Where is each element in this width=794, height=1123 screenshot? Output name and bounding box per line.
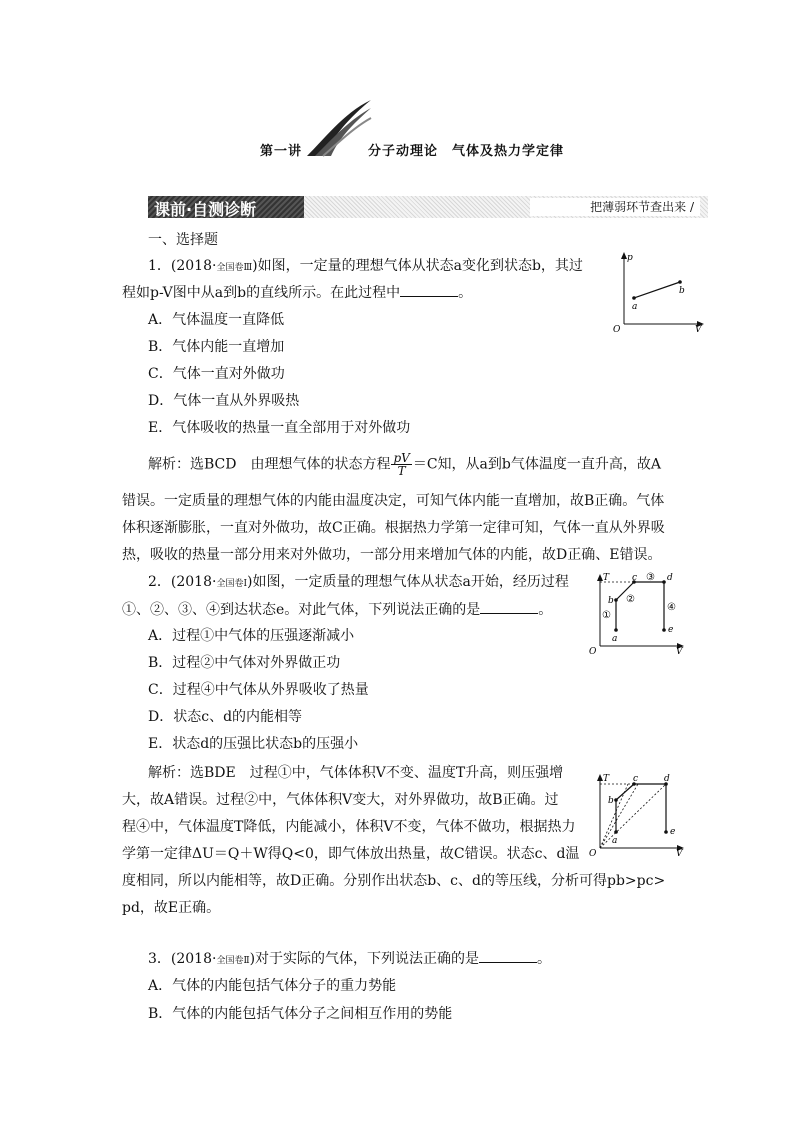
svg-text:b: b <box>608 596 614 606</box>
q2-answer-line3: 程④中，气体温度T降低，内能减小，体积V不变，气体不做功，根据热力 <box>122 819 576 835</box>
section-banner <box>148 196 708 218</box>
svg-text:c: c <box>632 573 638 583</box>
q1-option-c: C．气体一直对外做功 <box>148 366 285 382</box>
svg-text:V: V <box>695 325 702 334</box>
svg-text:a: a <box>612 634 618 644</box>
svg-text:a: a <box>632 302 638 312</box>
svg-text:V: V <box>676 647 683 656</box>
q2-answer-line5: 度相同，所以内能相等，故D正确。分别作出状态b、c、d的等压线，分析可得pb>pc> <box>122 873 666 889</box>
section-heading: 一、选择题 <box>148 232 218 248</box>
svg-text:②: ② <box>626 594 635 605</box>
q2-answer-line6: pd，故E正确。 <box>122 900 221 916</box>
q2-stem-line2: ①、②、③、④到达状态e。对此气体，下列说法正确的是 。 <box>122 599 552 620</box>
svg-text:b: b <box>679 286 685 296</box>
q1-pv-graph <box>610 250 706 334</box>
q2-option-e: E．状态d的压强比状态b的压强小 <box>148 736 359 752</box>
q2-answer-graph <box>588 770 688 858</box>
q2-option-c: C．过程④中气体从外界吸收了热量 <box>148 682 369 698</box>
svg-text:T: T <box>603 774 610 784</box>
svg-text:T: T <box>603 573 610 583</box>
q2-option-a: A．过程①中气体的压强逐渐减小 <box>148 628 355 644</box>
q1-option-e: E．气体吸收的热量一直全部用于对外做功 <box>148 420 411 436</box>
svg-text:O: O <box>589 647 597 656</box>
svg-text:d: d <box>667 573 673 583</box>
q2-answer-line2: 大，故A错误。过程②中，气体体积V变大，对外界做功，故B正确。过 <box>122 792 559 808</box>
q1-answer-line4: 热，吸收的热量一部分用来对外做功，一部分用来增加气体的内能，故D正确、E错误。 <box>122 547 662 563</box>
q1-answer-line3: 体积逐渐膨胀，一直对外做功，故C正确。根据热力学第一定律可知，气体一直从外界吸 <box>122 520 665 536</box>
q1-answer-line2: 错误。一定质量的理想气体的内能由温度决定，可知气体内能一直增加，故B正确。气体 <box>122 493 665 509</box>
q2-tv-graph <box>588 570 688 656</box>
q1-stem-line1: 1．(2018·全国卷Ⅲ)如图，一定量的理想气体从状态a变化到状态b，其过 <box>148 258 583 274</box>
svg-text:d: d <box>664 774 670 784</box>
q3-stem: 3．(2018·全国卷Ⅱ)对于实际的气体，下列说法正确的是 。 <box>148 948 551 971</box>
svg-text:V: V <box>676 849 683 858</box>
q2-option-b: B．过程②中气体对外界做正功 <box>148 655 341 671</box>
svg-text:O: O <box>613 325 621 334</box>
q2-stem-line1: 2．(2018·全国卷Ⅰ)如图，一定质量的理想气体从状态a开始，经历过程 <box>148 574 569 590</box>
svg-text:e: e <box>670 827 676 837</box>
q1-option-a: A．气体温度一直降低 <box>148 312 285 328</box>
svg-text:③: ③ <box>646 572 655 583</box>
svg-text:①: ① <box>602 610 611 621</box>
svg-text:④: ④ <box>667 602 676 613</box>
q3-option-a: A．气体的内能包括气体分子的重力势能 <box>148 978 397 994</box>
svg-text:b: b <box>608 796 614 806</box>
page-title: 分子动理论 气体及热力学定律 <box>368 144 565 159</box>
q2-option-d: D．状态c、d的内能相等 <box>148 709 303 725</box>
q1-answer-line1: 解析：选BCD 由理想气体的状态方程 $\frac{pV}{T}$ ＝C知，从a到b气体温度一直升高，故A <box>148 451 661 478</box>
svg-text:O: O <box>589 849 597 858</box>
q3-option-b: B．气体的内能包括气体分子之间相互作用的势能 <box>148 1006 453 1022</box>
q2-answer-line1: 解析：选BDE 过程①中，气体体积V不变、温度T升高，则压强增 <box>148 765 564 781</box>
svg-text:e: e <box>668 625 674 635</box>
header-swoosh-icon <box>305 98 375 158</box>
svg-text:c: c <box>633 774 639 784</box>
lecture-number: 第一讲 <box>260 144 303 159</box>
banner-title: 课前·自测诊断 <box>154 200 257 219</box>
q2-answer-line4: 学第一定律ΔU＝Q＋W得Q<0，即气体放出热量，故C错误。状态c、d温 <box>122 846 580 862</box>
svg-text:p: p <box>627 253 633 263</box>
q1-stem-line2: 程如p-V图中从a到b的直线所示。在此过程中 。 <box>122 282 472 303</box>
banner-subtitle: 把薄弱环节查出来 / <box>530 198 700 216</box>
q1-option-d: D．气体一直从外界吸热 <box>148 393 300 409</box>
svg-text:a: a <box>612 836 618 846</box>
q1-option-b: B．气体内能一直增加 <box>148 339 285 355</box>
